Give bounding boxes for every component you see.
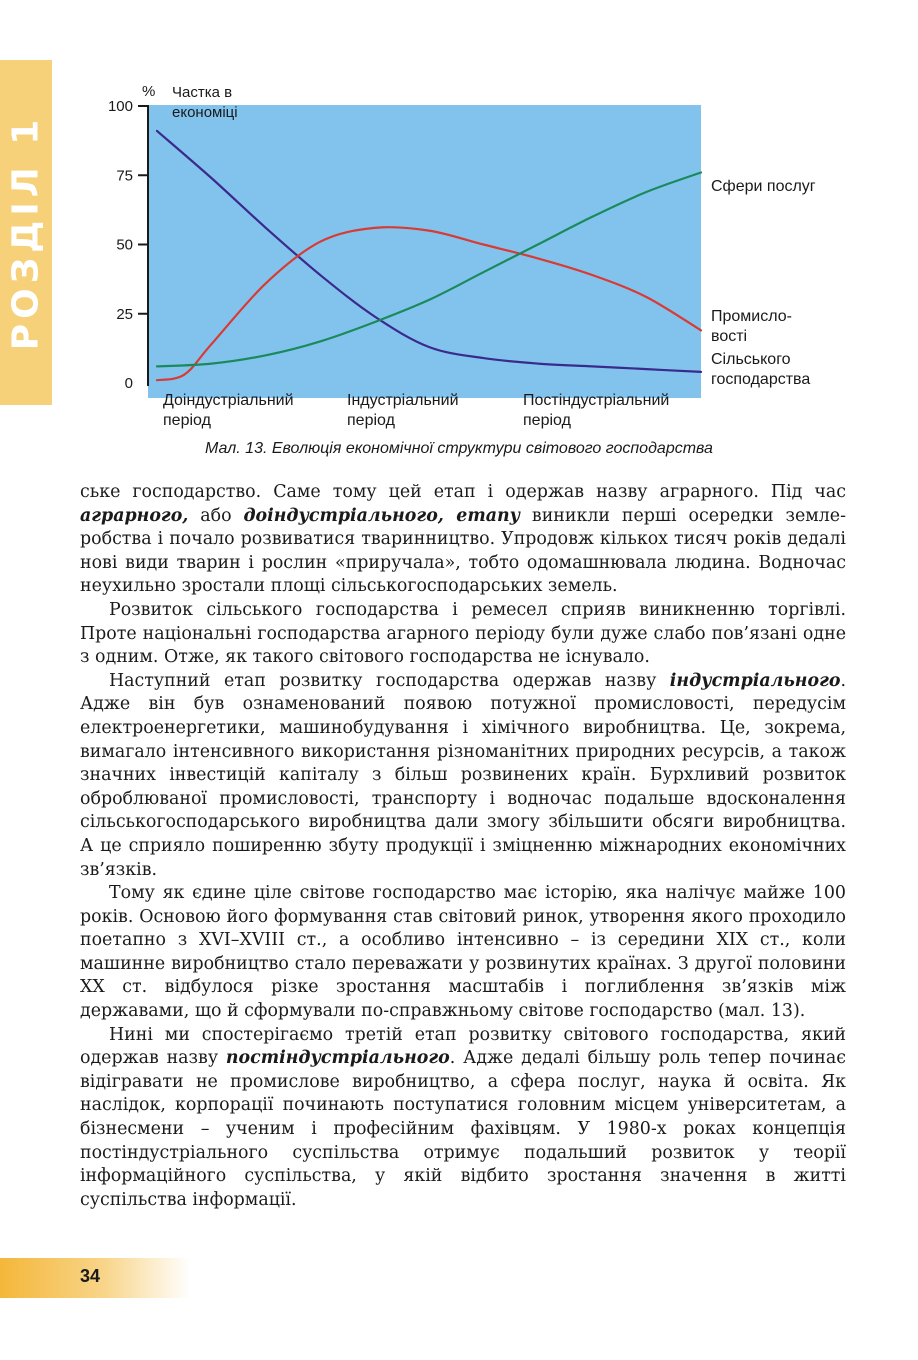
- p5-text-c: . Адже дедалі більшу роль тепер починає відігравати не промислове виробництво, а сфера послуг, наука й освіта. Як наслідок, корпорації починають поступатися головним місцем університетам, а бізнесмени – ученим і професійним фахівцям. У 1980-х роках концепція постіндустріального суспільства отримує подальший розвиток у теорії інформаційного суспільства, у якій відбито зростання значення в житті суспільства інформації.: [80, 1048, 846, 1210]
- p3-text-a: Наступний етап розвитку господарства одержав назву: [109, 670, 670, 691]
- chart-plot-area: [148, 105, 701, 398]
- page-number: 34: [80, 1266, 101, 1286]
- x-period-label: період: [523, 412, 571, 429]
- term-agrarian: аграрного,: [80, 505, 189, 526]
- paragraph-5: [80, 1024, 846, 1213]
- y-tick-label: 75: [116, 167, 133, 185]
- p3-text-c: . Адже він був ознаменований появою потужної промисловості, передусім електроенергетики, машинобудування і хімічного виробництва. Це, зокрема, вимагало інтенсивного використання різноманітних природних ресурсів, а також значних інвестицій капіталу з більш розвинених країн. Бурхливий розвиток оброблюваної промисловості, транспорту і водночас подальше вдосконалення сільськогосподарського виробництва дали змогу збільшити обсяги виробництва. А це сприяло поширенню збуту продукції і зміцненню міжнародних економічних зв’язків.: [80, 670, 846, 880]
- paragraph-2: Розвиток сільського господарства і ремесел сприяв виникненню торгівлі. Проте національні господарства агарного періоду були дуже слабо пов’язані одне з одним. Отже, як такого світового господарства не існувало.: [80, 599, 846, 668]
- x-period-label: Постіндустріальний: [523, 392, 670, 409]
- series-label-industry: вості: [711, 328, 748, 345]
- term-industrial: індустріального: [669, 670, 841, 691]
- economy-structure-chart: [0, 0, 918, 440]
- y-tick-label: 100: [107, 98, 133, 115]
- y-axis-title-line-2: економіці: [172, 104, 238, 121]
- series-label-services: Сфери послуг: [711, 178, 816, 195]
- paragraph-3: [80, 670, 846, 882]
- paragraph-1: [80, 481, 846, 599]
- x-period-label: Індустріальний: [347, 392, 459, 409]
- p1-text-a: ське господарство. Саме тому цей етап і одержав назву аграрного. Під час: [80, 482, 846, 502]
- x-period-label: період: [347, 412, 395, 429]
- p1-text-d: виникли перші осередки землеробства і почало розвиватися тваринництво. Упродовж кількох тисяч років дедалі нові види тварин і рослин «приручала», тобто одомашнювала людина. Водночас неухильно зростали площі сільськогосподарських земель.: [80, 505, 846, 597]
- y-unit-label: %: [142, 83, 156, 100]
- series-label-industry: Промисло-: [711, 308, 792, 325]
- x-period-label: період: [163, 412, 211, 429]
- figure-caption: Мал. 13. Еволюція економічної структури світового господарства: [205, 440, 713, 457]
- term-preindustrial: доіндустріального, етапу: [243, 505, 521, 526]
- y-axis-title-line-1: Частка в: [172, 84, 233, 101]
- x-period-label: Доіндустріальний: [163, 392, 294, 409]
- paragraph-4: Тому як єдине ціле світове господарство має історію, яка налічує майже 100 років. Основою його формування став світовий ринок, утворення якого проходило поетапно з XVI–XVIII ст., а особливо інтенсивно – із середини XIX ст., коли машинне виробництво стало переважати у розвинутих країнах. З другої половини XX ст. відбулося різке зростання масштабів і поглиблення зв’язків між державами, що й сформували по-справжньому світове господарство (мал. 13).: [80, 883, 846, 1022]
- series-label-agriculture: господарства: [711, 371, 811, 388]
- body-text: [80, 481, 846, 1212]
- p5-text-a: Нині ми спостерігаємо третій етап розвитку світового господарства, який одержав назву: [80, 1024, 846, 1069]
- y-tick-label: 0: [124, 375, 133, 392]
- y-tick-label: 25: [116, 305, 133, 323]
- y-tick-label: 50: [116, 236, 133, 254]
- series-label-agriculture: Сільського: [711, 351, 791, 368]
- p1-text-c: або: [188, 505, 244, 526]
- term-postindustrial: постіндустріального: [225, 1048, 450, 1069]
- section-label: РОЗДІЛ 1: [5, 114, 47, 351]
